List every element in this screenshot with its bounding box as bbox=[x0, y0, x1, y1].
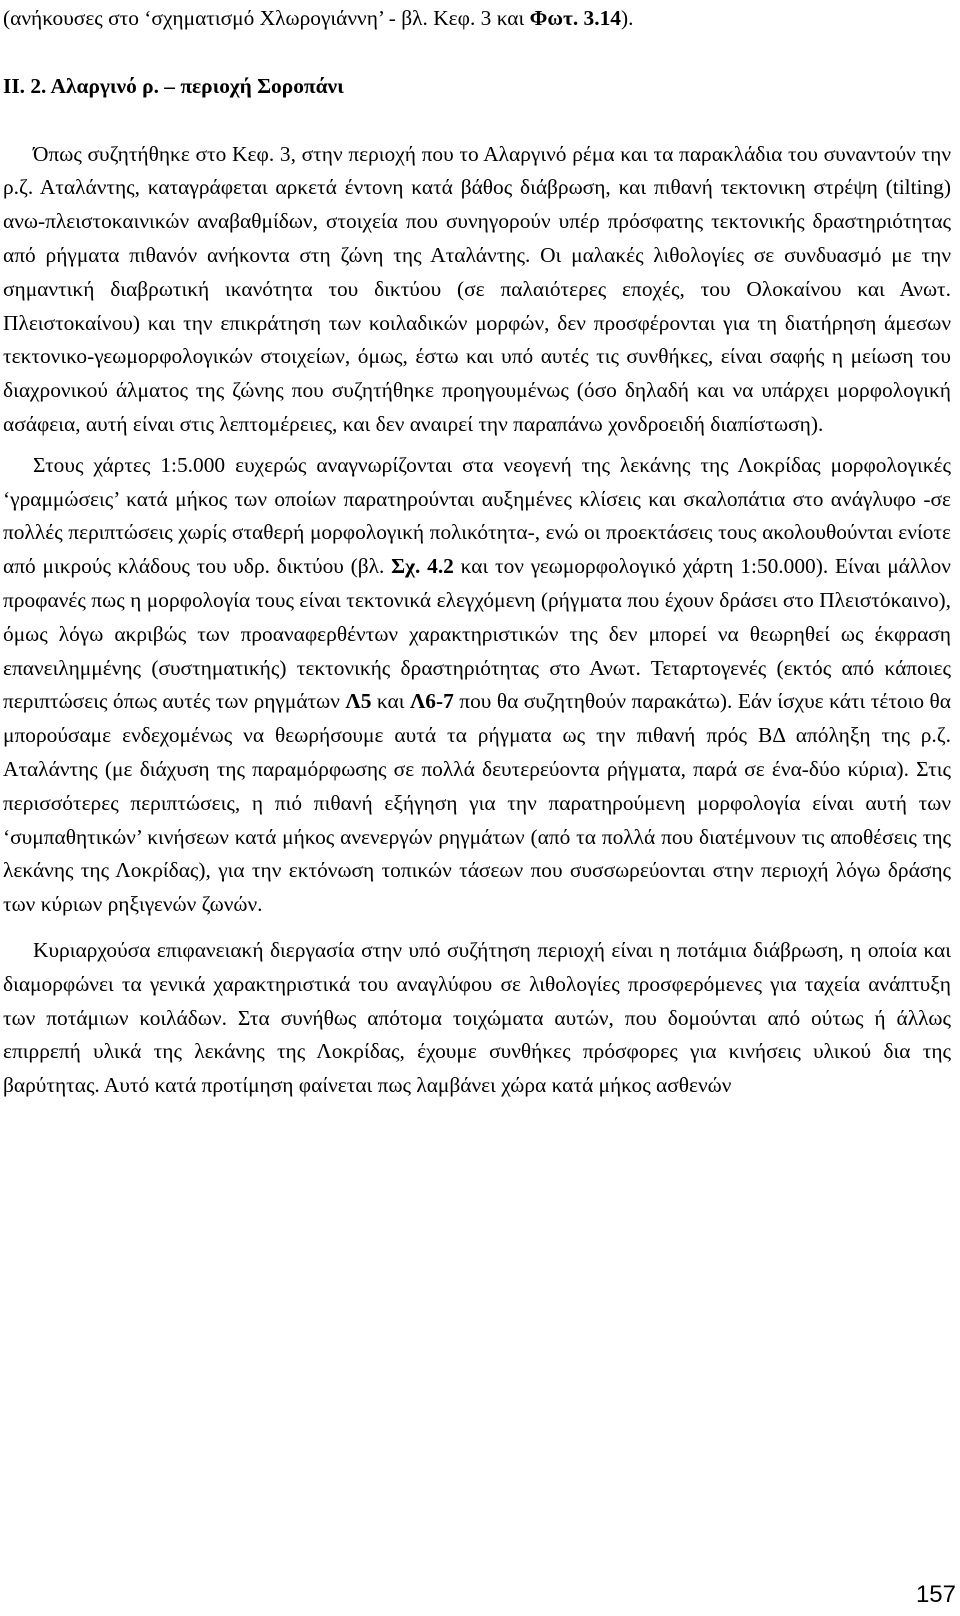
continuation-suffix: ). bbox=[620, 6, 634, 30]
continuation-text: (ανήκουσες στο ‘σχηματισμό Χλωρογιάννη’ - βλ. Κεφ. 3 και bbox=[3, 6, 530, 30]
paragraph-2 bbox=[3, 449, 951, 922]
paragraph-1: Όπως συζητήθηκε στο Κεφ. 3, στην περιοχή που το Αλαργινό ρέμα και τα παρακλάδια του συναντούν την ρ.ζ. Αταλάντης, καταγράφεται αρκετά έντονη κατά βάθος διάβρωση, και πιθανή τεκτονικη στρέψη (tilting) ανω-πλειστοκαινικών αναβαθμίδων, στοιχεία που συνηγορούν υπέρ πρόσφατης τεκτονικής δραστηριότητας από ρήγματα πιθανόν ανήκοντα στη ζώνη της Αταλάντης. Οι μαλακές λιθολογίες σε συνδυασμό με την σημαντική διαβρωτική ικανότητα του δικτύου (σε παλαιότερες εποχές, του Ολοκαίνου και Ανωτ. Πλειστοκαίνου) και την επικράτηση των κοιλαδικών μορφών, δεν προσφέρονται για τη διατήρηση άμεσων τεκτονικο-γεωμορφολογικών στοιχείων, όμως, έστω και υπό αυτές τις συνθήκες, είναι σαφής η μείωση του διαχρονικού άλματος της ζώνης που συζητήθηκε προηγουμένως (όσο δηλαδή και να υπάρχει μορφολογική ασάφεια, αυτή είναι στις λεπτομέρειες, και δεν αναιρεί την παραπάνω χονδροειδή διαπίστωση). bbox=[3, 141, 951, 436]
fault-label-l5: Λ5 bbox=[345, 689, 372, 714]
section-heading: ΙΙ. 2. Αλαργινό ρ. – περιοχή Σοροπάνι bbox=[3, 73, 344, 98]
continuation-line bbox=[3, 0, 951, 36]
paragraph-2-text-a: Στους χάρτες 1:5.000 ευχερώς αναγνωρίζονται στα νεογενή της λεκάνης της Λοκρίδας μορφολογικές ‘γραμμώσεις’ κατά μήκος των οποίων παρατηρούνται αυξημένες κλίσεις και σκαλοπάτια στο ανάγλυφο -σε πολλές περιπτώσεις χωρίς σταθερή μορφολογική πολικότητα-, ενώ οι προεκτάσεις τους ακολουθούνται ενίοτε από μικρούς κλάδους του υδρ. δικτύου (βλ. bbox=[3, 452, 951, 579]
document-page bbox=[3, 0, 951, 1103]
paragraph-2-text-c: και bbox=[371, 689, 410, 714]
paragraph-2-text-b: και τον γεωμορφολογικό χάρτη 1:50.000). Είναι μάλλον προφανές πως η μορφολογία τους είναι τεκτονικά ελεγχόμενη (ρήγματα που έχουν δράσει στο Πλειστόκαινο), όμως λόγω ακριβώς των προαναφερθέντων χαρακτηριστικών της δεν μπορεί να θεωρηθεί ως έκφραση επανειλημμένης (συστηματικής) τεκτονικής δραστηριότητας στο Ανωτ. Τεταρτογενές (εκτός από κάποιες περιπτώσεις όπως αυτές των ρηγμάτων bbox=[3, 554, 951, 714]
photo-reference: Φωτ. 3.14 bbox=[529, 6, 621, 30]
fault-label-l6-7: Λ6-7 bbox=[409, 689, 454, 714]
paragraph-2-text-d: που θα συζητηθούν παρακάτω). Εάν ίσχυε κάτι τέτοιο θα μπορούσαμε ενδεχομένως να θεωρήσουμε αυτά τα ρήγματα ως την πιθανή πρός ΒΔ απόληξη της ρ.ζ. Αταλάντης (με διάχυση της παραμόρφωσης σε πολλά δευτερεύοντα ρήγματα, παρά σε ένα-δύο κύρια). Στις περισσότερες περιπτώσεις, η πιό πιθανή εξήγηση για την παρατηρούμενη μορφολογία είναι αυτή των ‘συμπαθητικών’ κινήσεων κατά μήκος ανενεργών ρηγμάτων (από τα πολλά που διατέμνουν τις αποθέσεις της λεκάνης της Λοκρίδας), για την εκτόνωση τοπικών τάσεων που συσσωρεύονται στην περιοχή λόγω δράσης των κύριων ρηξιγενών ζωνών. bbox=[3, 689, 951, 917]
page-number: 157 bbox=[915, 1581, 956, 1608]
figure-reference: Σχ. 4.2 bbox=[391, 554, 454, 579]
paragraph-3: Κυριαρχούσα επιφανειακή διεργασία στην υπό συζήτηση περιοχή είναι η ποτάμια διάβρωση, η οποία και διαμορφώνει τα γενικά χαρακτηριστικά του αναγλύφου σε λιθολογίες προσφερόμενες για ταχεία ανάπτυξη των ποτάμιων κοιλάδων. Στα συνήθως απότομα τοιχώματα αυτών, που δομούνται από ούτως ή άλλως επιρρεπή υλικά της λεκάνης της Λοκρίδας, έχουμε συνθήκες πρόσφορες για κινήσεις υλικού δια της βαρύτητας. Αυτό κατά προτίμηση φαίνεται πως λαμβάνει χώρα κατά μήκος ασθενών bbox=[3, 937, 951, 1098]
